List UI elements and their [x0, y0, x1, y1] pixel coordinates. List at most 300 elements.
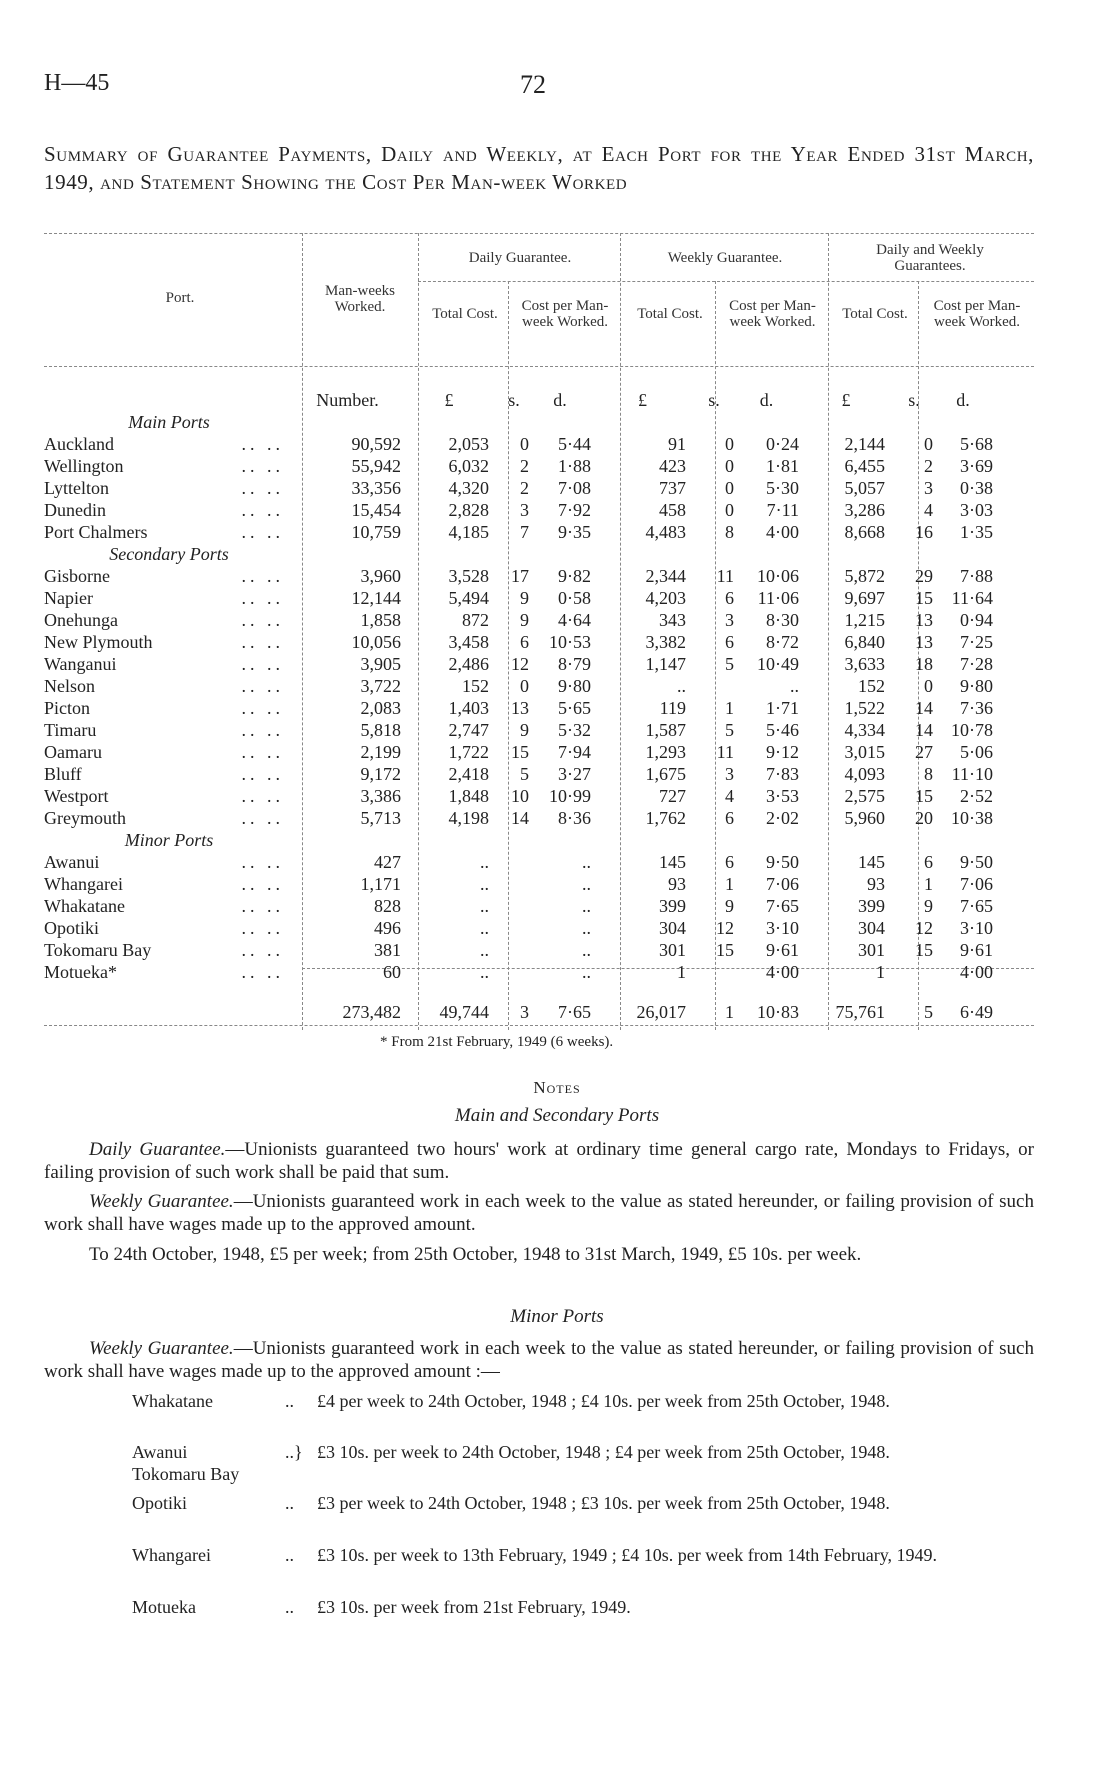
port-name: Bluff	[44, 764, 82, 784]
empty-cell	[895, 829, 933, 851]
empty-cell	[409, 829, 499, 851]
leader-dots: .. ..	[241, 610, 284, 630]
value-cell: 3,633	[844, 654, 885, 674]
port-cell	[44, 785, 294, 807]
value-cell: 145	[858, 852, 885, 872]
port-name: Dunedin	[44, 500, 106, 520]
header-port: Port.	[165, 290, 195, 306]
unit-cell: Number.	[316, 390, 379, 410]
port-cell	[44, 873, 294, 895]
value-cell: 55,942	[351, 456, 401, 476]
total-cell: 273,482	[342, 1002, 401, 1022]
value-cell: 13	[511, 698, 529, 718]
table-row	[44, 609, 993, 631]
port-name: Onehunga	[44, 610, 118, 630]
empty-cell	[694, 543, 734, 565]
value-cell: 1	[725, 698, 734, 718]
value-cell: 5,057	[844, 478, 885, 498]
value-cell: 7·06	[960, 874, 993, 894]
unit-cell: s.	[908, 390, 920, 410]
value-cell: 423	[659, 456, 686, 476]
table-row	[44, 565, 993, 587]
value-cell: 10·49	[757, 654, 799, 674]
port-cell	[44, 763, 294, 785]
value-cell: 3	[520, 500, 529, 520]
leader-dots: ..	[285, 1545, 294, 1565]
value-cell: 145	[659, 852, 686, 872]
leader-dots: .. ..	[241, 698, 284, 718]
leader-dots: .. ..	[241, 720, 284, 740]
value-cell: 0	[725, 456, 734, 476]
value-cell: ..	[480, 918, 489, 938]
table-row	[44, 785, 993, 807]
value-cell: 1,147	[645, 654, 686, 674]
port-name: Tokomaru Bay	[44, 940, 152, 960]
value-cell: 9·12	[766, 742, 799, 762]
value-cell: 11	[716, 566, 734, 586]
table-row	[44, 873, 993, 895]
value-cell: 4·64	[558, 610, 591, 630]
value-cell: 1,293	[645, 742, 686, 762]
value-cell: 60	[383, 962, 401, 982]
spacer-cell	[44, 983, 993, 1001]
value-cell: 152	[858, 676, 885, 696]
value-cell	[499, 851, 529, 873]
value-cell: ..	[480, 940, 489, 960]
value-cell: 5	[725, 654, 734, 674]
value-cell: 27	[915, 742, 933, 762]
daily-guarantee-note	[44, 1138, 1034, 1184]
value-cell: 14	[915, 720, 933, 740]
value-cell: 3,382	[645, 632, 686, 652]
value-cell: 1,762	[645, 808, 686, 828]
schedule-port: Opotiki	[132, 1493, 188, 1513]
value-cell: 2·02	[766, 808, 799, 828]
value-cell: 0·24	[766, 434, 799, 454]
value-cell: 0	[520, 676, 529, 696]
value-cell: 3,722	[360, 676, 401, 696]
minor-weekly-text: —Unionists guaranteed work in each week to the value as stated hereunder, or failing provision of such work shall have wages made up to the approved amount :—	[44, 1338, 1034, 1382]
empty-cell	[499, 543, 529, 565]
minor-ports-heading: Minor Ports	[510, 1306, 604, 1327]
value-cell: 5·06	[960, 742, 993, 762]
table-row	[44, 477, 993, 499]
leader-dots: .. ..	[241, 654, 284, 674]
port-name: Whangarei	[44, 874, 123, 894]
value-cell: 8·72	[766, 632, 799, 652]
value-cell: 9·80	[558, 676, 591, 696]
value-cell: 4	[924, 500, 933, 520]
value-cell: 9	[520, 720, 529, 740]
port-cell	[44, 851, 294, 873]
value-cell: 3·03	[960, 500, 993, 520]
value-cell: 9	[924, 896, 933, 916]
value-cell: 1·35	[960, 522, 993, 542]
minor-weekly-note	[44, 1337, 1034, 1383]
value-cell: 6,032	[448, 456, 489, 476]
unit-cell: £	[638, 390, 647, 410]
header-man-weeks: Man-weeks Worked.	[325, 283, 395, 315]
value-cell: 8,668	[844, 522, 885, 542]
value-cell: 7·65	[960, 896, 993, 916]
unit-cell: d.	[956, 390, 970, 410]
value-cell: 5·46	[766, 720, 799, 740]
empty-cell	[895, 543, 933, 565]
value-cell	[694, 675, 734, 697]
value-cell: 5	[725, 720, 734, 740]
value-cell: 16	[915, 522, 933, 542]
page-number: 72	[520, 70, 546, 99]
minor-weekly-term: Weekly Guarantee.	[89, 1338, 234, 1359]
value-cell: 1·71	[766, 698, 799, 718]
schedule-port: Whakatane	[132, 1391, 213, 1411]
value-cell: 343	[659, 610, 686, 630]
value-cell: 3,286	[844, 500, 885, 520]
value-cell: 12	[915, 918, 933, 938]
section-heading: Main Ports	[128, 412, 210, 432]
table-row	[44, 653, 993, 675]
value-cell: 10·78	[951, 720, 993, 740]
value-cell: 0·94	[960, 610, 993, 630]
value-cell: 15	[716, 940, 734, 960]
value-cell: 5	[520, 764, 529, 784]
port-name: Napier	[44, 588, 93, 608]
value-cell: ..	[582, 918, 591, 938]
schedule-text: £3 10s. per week to 13th February, 1949 ; £4 10s. per week from 14th February, 1949.	[317, 1545, 938, 1565]
value-cell: 1,858	[360, 610, 401, 630]
table-row	[44, 587, 993, 609]
port-name: Timaru	[44, 720, 97, 740]
value-cell: 3,458	[448, 632, 489, 652]
total-cell: 5	[924, 1002, 933, 1022]
value-cell: 9·50	[766, 852, 799, 872]
leader-dots: .. ..	[241, 632, 284, 652]
leader-dots: .. ..	[241, 566, 284, 586]
value-cell: 0·38	[960, 478, 993, 498]
empty-cell	[694, 411, 734, 433]
value-cell: 7·92	[558, 500, 591, 520]
empty-cell	[294, 411, 409, 433]
value-cell: 7·11	[766, 500, 799, 520]
port-cell	[44, 499, 294, 521]
value-cell: 5,713	[360, 808, 401, 828]
value-cell: 12,144	[351, 588, 401, 608]
port-name: Westport	[44, 786, 109, 806]
total-cell: 49,744	[439, 1002, 489, 1022]
empty-cell	[807, 543, 895, 565]
port-cell	[44, 961, 294, 983]
port-name: New Plymouth	[44, 632, 153, 652]
value-cell: ..	[677, 676, 686, 696]
value-cell: 6,840	[844, 632, 885, 652]
value-cell: 2,747	[448, 720, 489, 740]
value-cell: 2,418	[448, 764, 489, 784]
value-cell: 6	[924, 852, 933, 872]
value-cell: 6	[520, 632, 529, 652]
value-cell: 2·52	[960, 786, 993, 806]
table-row	[44, 675, 993, 697]
port-name: Lyttelton	[44, 478, 109, 498]
value-cell: ..	[480, 852, 489, 872]
section-heading-row	[44, 411, 993, 433]
value-cell: 2,486	[448, 654, 489, 674]
value-cell: 3·10	[960, 918, 993, 938]
spacer-row	[44, 983, 993, 1001]
value-cell: 1,171	[360, 874, 401, 894]
value-cell: ..	[480, 874, 489, 894]
port-cell	[44, 807, 294, 829]
value-cell: 0·58	[558, 588, 591, 608]
leader-dots: .. ..	[241, 962, 284, 982]
value-cell: 1,722	[448, 742, 489, 762]
value-cell: 4,334	[844, 720, 885, 740]
value-cell: 4,093	[844, 764, 885, 784]
value-cell: 1,587	[645, 720, 686, 740]
leader-dots: .. ..	[241, 940, 284, 960]
table-row	[44, 939, 993, 961]
value-cell: 1,848	[448, 786, 489, 806]
value-cell: 5,872	[844, 566, 885, 586]
value-cell	[694, 961, 734, 983]
value-cell: ..	[480, 962, 489, 982]
weekly-guarantee-note	[44, 1190, 1034, 1236]
value-cell: 8·36	[558, 808, 591, 828]
units-row	[44, 389, 993, 411]
value-cell	[895, 961, 933, 983]
port-name: Wanganui	[44, 654, 117, 674]
total-cell: 75,761	[835, 1002, 885, 1022]
value-cell: 5,494	[448, 588, 489, 608]
header-cost-per: Cost per Man-week Worked.	[933, 298, 1021, 330]
header-cost-per: Cost per Man-week Worked.	[729, 298, 816, 330]
weekly-text: —Unionists guaranteed work in each week to the value as stated hereunder, or failing provision of such work shall have wages made up to the approved amount.	[44, 1191, 1034, 1235]
value-cell: 4·00	[960, 962, 993, 982]
value-cell: 5·32	[558, 720, 591, 740]
rates-note: To 24th October, 1948, £5 per week; from 25th October, 1948 to 31st March, 1949, £5 10s. per week.	[89, 1244, 862, 1265]
port-name: Opotiki	[44, 918, 100, 938]
empty-cell	[734, 543, 807, 565]
value-cell: 8	[924, 764, 933, 784]
value-cell: 33,356	[351, 478, 401, 498]
leader-dots: .. ..	[241, 500, 284, 520]
total-cell: 6·49	[960, 1002, 993, 1022]
value-cell: 2	[924, 456, 933, 476]
total-cell: 1	[725, 1002, 734, 1022]
value-cell: 5·68	[960, 434, 993, 454]
leader-dots: ..}	[285, 1442, 303, 1462]
port-name: Auckland	[44, 434, 114, 454]
empty-cell	[734, 829, 807, 851]
unit-cell: s.	[708, 390, 720, 410]
empty-cell	[895, 411, 933, 433]
header-subrule	[418, 281, 1034, 282]
value-cell: 8·79	[558, 654, 591, 674]
value-cell: 9	[520, 610, 529, 630]
leader-dots: .. ..	[241, 522, 284, 542]
value-cell: 9·50	[960, 852, 993, 872]
total-cell: 10·83	[757, 1002, 799, 1022]
port-name: Port Chalmers	[44, 522, 148, 542]
value-cell: 0	[520, 434, 529, 454]
value-cell: ..	[790, 676, 799, 696]
value-cell: 3·10	[766, 918, 799, 938]
value-cell: 29	[915, 566, 933, 586]
schedule-text: £3 per week to 24th October, 1948 ; £3 10s. per week from 25th October, 1948.	[317, 1493, 890, 1513]
value-cell: 1,403	[448, 698, 489, 718]
value-cell: 9·82	[558, 566, 591, 586]
value-cell: 1·81	[766, 456, 799, 476]
page-header-code: H—45	[44, 70, 110, 96]
header-daily-weekly-guarantees: Daily and Weekly Guarantees.	[876, 242, 984, 274]
value-cell: 496	[374, 918, 401, 938]
value-cell: 7·88	[960, 566, 993, 586]
value-cell: 93	[668, 874, 686, 894]
unit-cell: £	[841, 390, 851, 410]
value-cell: 828	[374, 896, 401, 916]
value-cell: 2,575	[844, 786, 885, 806]
value-cell: 304	[858, 918, 885, 938]
daily-term: Daily Guarantee.	[89, 1139, 226, 1160]
value-cell: 15	[915, 940, 933, 960]
value-cell: 3·27	[558, 764, 591, 784]
schedule-text: £4 per week to 24th October, 1948 ; £4 10s. per week from 25th October, 1948.	[317, 1391, 890, 1411]
value-cell: ..	[582, 940, 591, 960]
value-cell: 3	[725, 764, 734, 784]
table-row	[44, 697, 993, 719]
table-row	[44, 521, 993, 543]
value-cell: 7·65	[766, 896, 799, 916]
leader-dots: .. ..	[241, 478, 284, 498]
value-cell: 4,483	[645, 522, 686, 542]
port-cell	[44, 609, 294, 631]
table-row	[44, 807, 993, 829]
value-cell: 1,522	[844, 698, 885, 718]
totals-row	[44, 1001, 993, 1023]
leader-dots: ..	[285, 1391, 294, 1411]
empty-cell	[599, 543, 694, 565]
value-cell: 2,344	[645, 566, 686, 586]
value-cell: 9,172	[360, 764, 401, 784]
value-cell	[499, 873, 529, 895]
value-cell: 399	[659, 896, 686, 916]
header-weekly-guarantee: Weekly Guarantee.	[667, 250, 783, 266]
port-name: Greymouth	[44, 808, 126, 828]
value-cell: 3	[924, 478, 933, 498]
leader-dots: .. ..	[241, 786, 284, 806]
value-cell: 20	[915, 808, 933, 828]
value-cell: 10·38	[951, 808, 993, 828]
value-cell: 5·30	[766, 478, 799, 498]
schedule-text: £3 10s. per week from 21st February, 1949.	[317, 1597, 631, 1617]
main-secondary-heading: Main and Secondary Ports	[454, 1105, 660, 1126]
leader-dots: .. ..	[241, 918, 284, 938]
value-cell: 3,905	[360, 654, 401, 674]
value-cell: 4,185	[448, 522, 489, 542]
value-cell: 5,818	[360, 720, 401, 740]
header-cost-per: Cost per Man-week Worked.	[521, 298, 609, 330]
value-cell: 1,215	[844, 610, 885, 630]
value-cell: ..	[582, 896, 591, 916]
value-cell: 4,198	[448, 808, 489, 828]
port-name: Motueka*	[44, 962, 117, 982]
table-row	[44, 499, 993, 521]
value-cell: 0	[725, 478, 734, 498]
value-cell: 6,455	[844, 456, 885, 476]
value-cell: 458	[659, 500, 686, 520]
schedule-port: Whangarei	[132, 1545, 211, 1565]
leader-dots: .. ..	[241, 588, 284, 608]
value-cell: 3,960	[360, 566, 401, 586]
value-cell: 6	[725, 808, 734, 828]
value-cell	[499, 917, 529, 939]
value-cell: 301	[659, 940, 686, 960]
table-row	[44, 917, 993, 939]
value-cell: 9	[725, 896, 734, 916]
value-cell: 6	[725, 588, 734, 608]
port-cell	[44, 895, 294, 917]
value-cell: 7·94	[558, 742, 591, 762]
value-cell: 15,454	[351, 500, 401, 520]
table-header-bottom-rule	[44, 366, 1034, 367]
value-cell: 90,592	[351, 434, 401, 454]
empty-cell	[294, 543, 409, 565]
value-cell: 11	[716, 742, 734, 762]
header-total-cost: Total Cost.	[842, 306, 908, 322]
port-cell	[44, 939, 294, 961]
empty-cell	[294, 829, 409, 851]
value-cell: 5,960	[844, 808, 885, 828]
value-cell: 5·44	[558, 434, 591, 454]
value-cell: 10·53	[549, 632, 591, 652]
port-cell	[44, 697, 294, 719]
empty-cell	[499, 411, 529, 433]
daily-text: —Unionists guaranteed two hours' work at ordinary time general cargo rate, Mondays to Fridays, or failing provision of such work shall be paid that sum.	[44, 1139, 1034, 1183]
value-cell: 3,528	[448, 566, 489, 586]
leader-dots: ..	[285, 1493, 294, 1513]
schedule-port: Awanui	[132, 1442, 188, 1462]
value-cell: 14	[511, 808, 529, 828]
total-cell: 7·65	[558, 1002, 591, 1022]
value-cell: 12	[716, 918, 734, 938]
page-title: Summary of Guarantee Payments, Daily and Weekly, at Each Port for the Year Ended 31st March, 1949, and Statement Showing the Cost Per Man-week Worked	[44, 142, 1034, 194]
leader-dots: .. ..	[241, 874, 284, 894]
value-cell: 7·28	[960, 654, 993, 674]
empty-cell	[933, 829, 993, 851]
value-cell: 5·65	[558, 698, 591, 718]
table-bottom-rule	[44, 1025, 1034, 1026]
empty-cell	[933, 411, 993, 433]
value-cell: 119	[659, 698, 686, 718]
port-name: Whakatane	[44, 896, 125, 916]
value-cell: 7·06	[766, 874, 799, 894]
port-name: Gisborne	[44, 566, 110, 586]
port-name: Picton	[44, 698, 91, 718]
port-cell	[44, 587, 294, 609]
value-cell: 2,083	[360, 698, 401, 718]
value-cell: 2,144	[844, 434, 885, 454]
leader-dots: .. ..	[241, 852, 284, 872]
value-cell: 13	[915, 632, 933, 652]
empty-cell	[694, 829, 734, 851]
value-cell: 93	[867, 874, 885, 894]
schedule-text: £3 10s. per week to 24th October, 1948 ; £4 per week from 25th October, 1948.	[317, 1442, 890, 1462]
total-cell: 3	[520, 1002, 529, 1022]
value-cell: 872	[462, 610, 489, 630]
value-cell: 3,386	[360, 786, 401, 806]
value-cell: 0	[924, 676, 933, 696]
value-cell: 304	[659, 918, 686, 938]
value-cell: 12	[511, 654, 529, 674]
